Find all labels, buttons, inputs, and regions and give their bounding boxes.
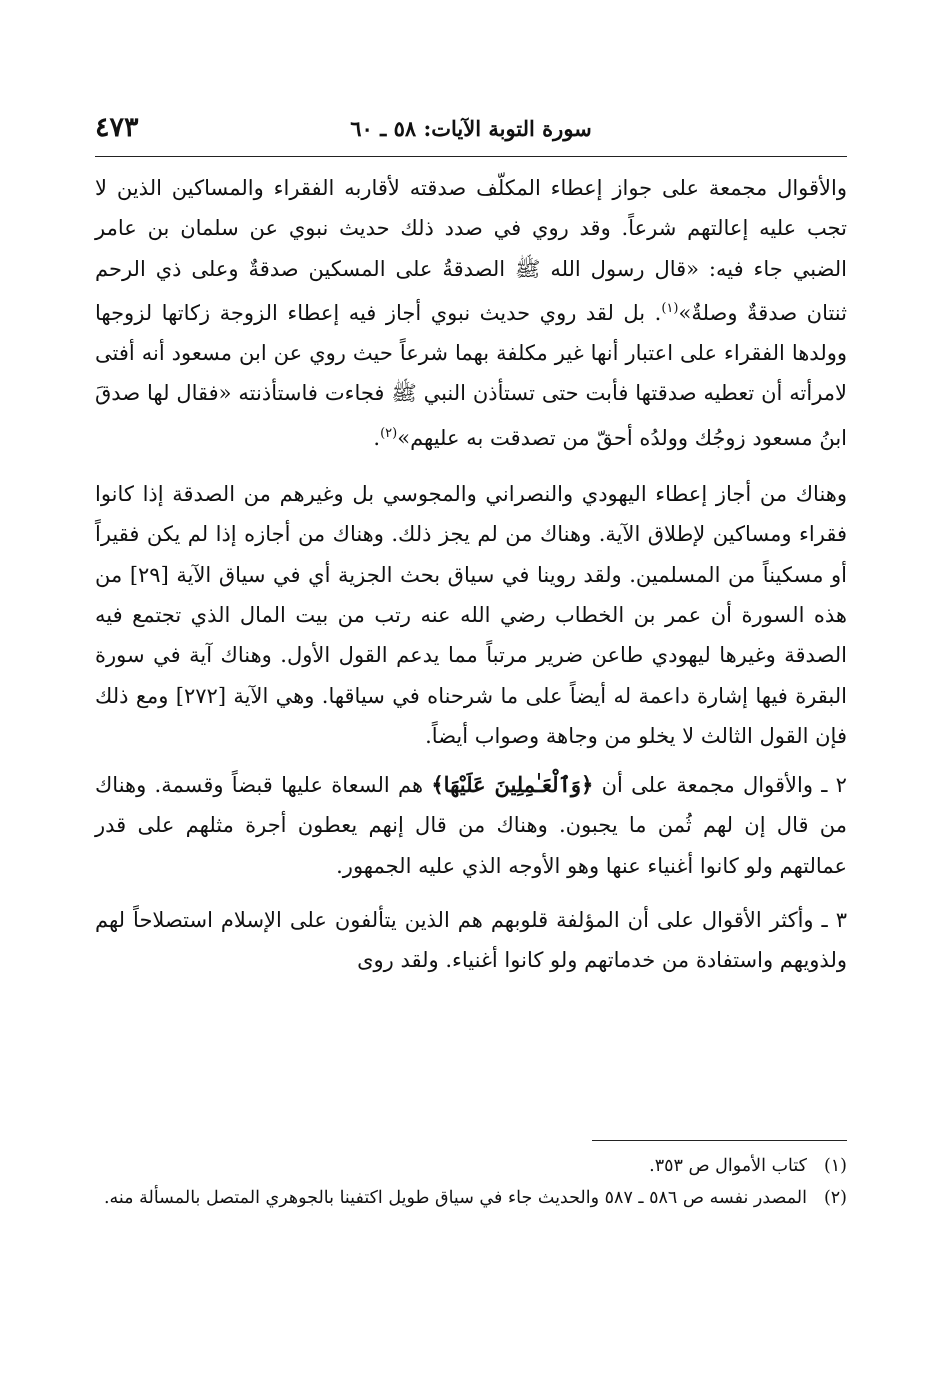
paragraph-3 — [95, 765, 847, 886]
footnote-divider — [592, 1140, 847, 1141]
paragraph-1-part-b: . بل لقد روي حديث نبوي أجاز فيه إعطاء الزوجة زكاتها لزوجها وولدها الفقراء على اعتبار أنها غير مكلفة بهما شرعاً حيث روي عن ابن مسعود أنه أفتى لامرأته أن تعطيه صدقتها فأبت حتى تستأذن النبي ﷺ فجاءت فاستأذنته «فقال لها صدقَ ابنُ مسعود زوجُك وولدُه أحقّ من تصدقت به عليهم» — [95, 300, 847, 450]
paragraph-2: وهناك من أجاز إعطاء اليهودي والنصراني والمجوسي بل وغيرهم من الصدقة إذا كانوا فقراء ومساكين لإطلاق الآية. وهناك من لم يجز ذلك. وهناك من أجازه إذا لم يكن فقيراً أو مسكيناً من المسلمين. ولقد روينا في سياق بحث الجزية أي في سياق الآية [٢٩] من هذه السورة أن عمر بن الخطاب رضي الله عنه رتب من بيت المال الذي تجتمع فيه الصدقة وغيرها ليهودي طاعن ضرير مرتباً مما يدعم القول الأول. وهناك آية في سورة البقرة فيها إشارة داعمة له أيضاً على ما شرحناه في سياقها. وهي الآية [٢٧٢] ومع ذلك فإن القول الثالث لا يخلو من وجاهة وصواب أيضاً. — [95, 482, 848, 748]
footnote-1 — [95, 1150, 847, 1182]
footnote-2 — [95, 1182, 847, 1214]
page-header — [95, 112, 847, 157]
footnote-ref-2: (٢) — [380, 425, 398, 441]
paragraph-1 — [95, 168, 847, 458]
footnote-1-text: كتاب الأموال ص ٣٥٣. — [649, 1156, 807, 1176]
paragraph-3-part-b: هم السعاة عليها قبضاً وقسمة. وهناك من قال إن لهم ثُمن ما يجبون. وهناك من قال إنهم يعطون أجرة مثلهم على قدر عمالتهم ولو كانوا أغنياء عنها وهو الأوجه الذي عليه الجمهور. — [95, 773, 847, 878]
paragraph-4: ٣ ـ وأكثر الأقوال على أن المؤلفة قلوبهم هم الذين يتألفون على الإسلام استصلاحاً لهم ولذويهم واستفادة من خدماتهم ولو كانوا أغنياء. ولقد روى — [95, 908, 847, 973]
running-title: سورة التوبة الآيات: ٥٨ ـ ٦٠ — [350, 116, 592, 141]
footnote-2-text: المصدر نفسه ص ٥٨٦ ـ ٥٨٧ والحديث جاء في سياق طويل اكتفينا بالجوهري المتصل بالمسألة منه. — [103, 1188, 807, 1208]
footnote-1-number: (١) — [823, 1156, 847, 1176]
footnote-2-number: (٢) — [823, 1188, 847, 1208]
page-number: ٤٧٣ — [95, 112, 139, 143]
paragraph-1-part-a: والأقوال مجمعة على جواز إعطاء المكلّف صدقته لأقاربه الفقراء والمساكين الذين لا تجب عليه إعالتهم شرعاً. وقد روي في صدد ذلك حديث نبوي عن سلمان بن عامر الضبي جاء فيه: «قال رسول الله ﷺ الصدقةُ على المسكين صدقةٌ وعلى ذي الرحم ثنتان صدقةٌ وصلةٌ» — [95, 176, 847, 325]
quranic-quote: ﴿وَٱلْعَـٰمِلِينَ عَلَيْهَا﴾ — [431, 772, 594, 798]
main-text — [95, 168, 847, 981]
paragraph-1-part-c: . — [373, 425, 381, 450]
footnote-ref-1: (١) — [661, 300, 679, 316]
paragraph-3-part-a: ٢ ـ والأقوال مجمعة على أن — [601, 773, 847, 798]
footnotes — [95, 1150, 847, 1214]
